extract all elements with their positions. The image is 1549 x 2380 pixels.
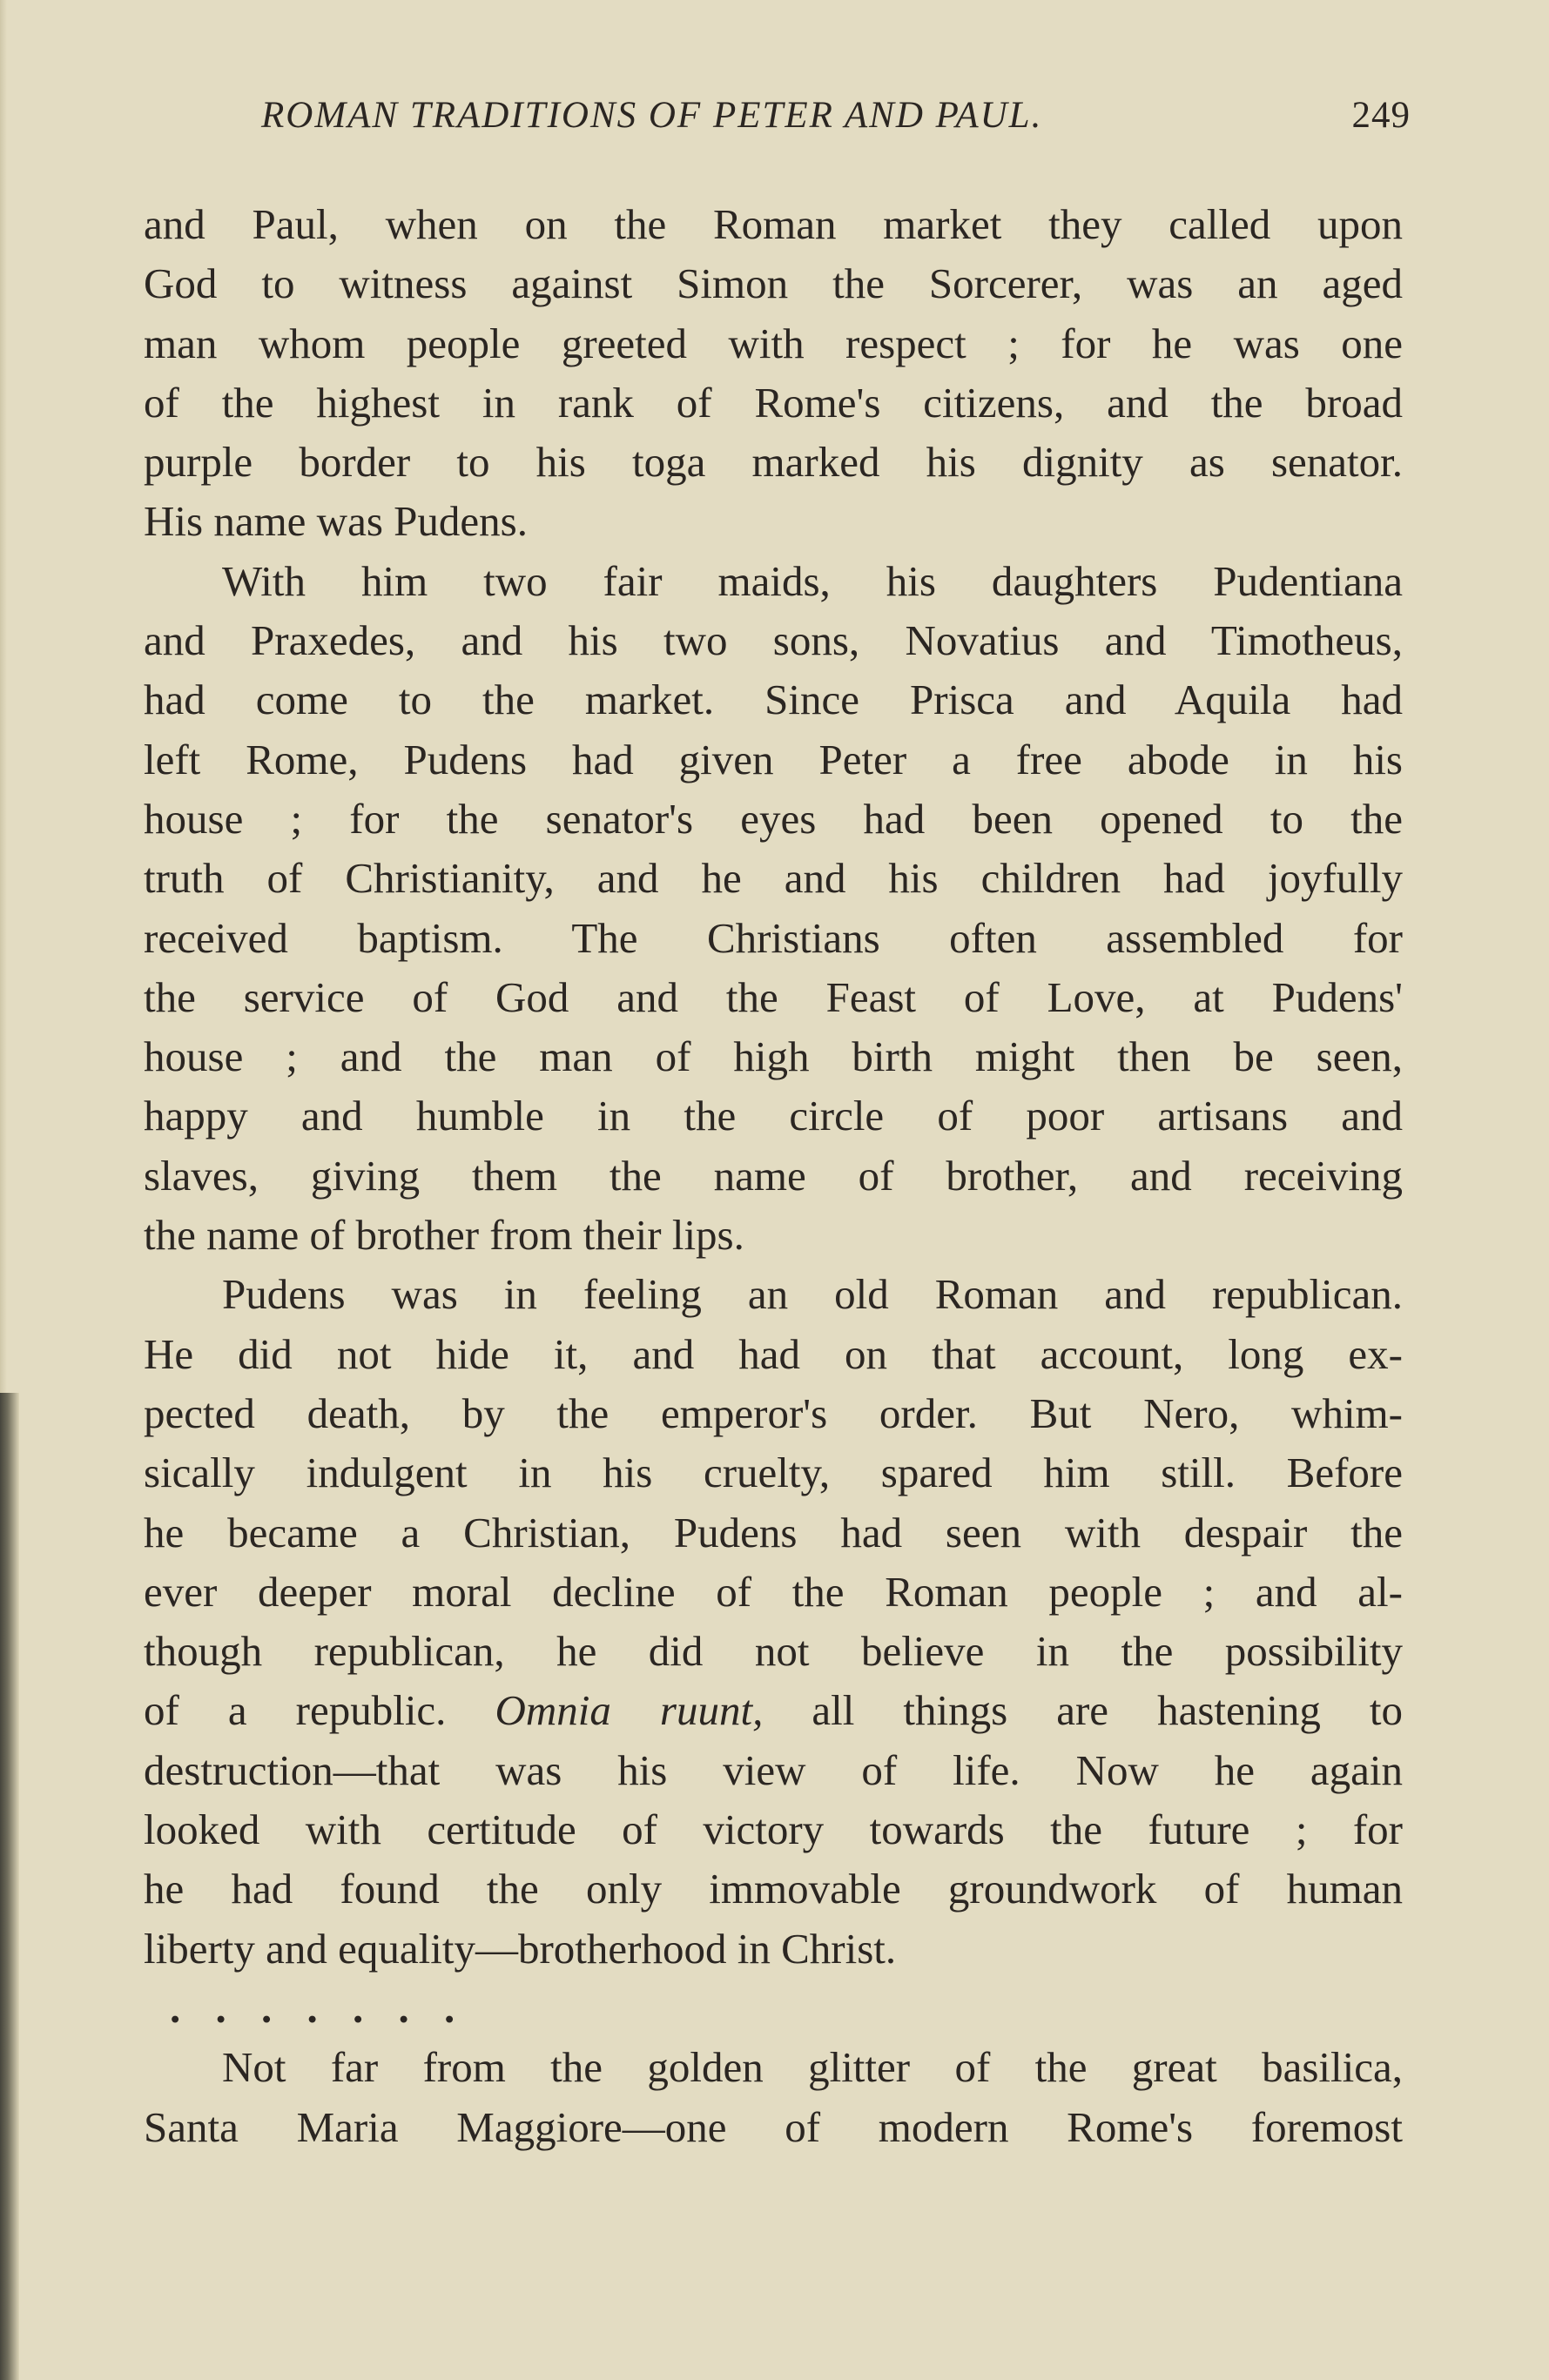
text-line: he had found the only immovable groundwork of human (144, 1865, 1403, 1913)
page-edge-shadow (0, 0, 7, 1393)
text-line: slaves, giving them the name of brother, and receiving (144, 1151, 1403, 1200)
text-line: had come to the market. Since Prisca and Aquila had (144, 676, 1403, 724)
text-line: truth of Christianity, and he and his children had joyfully (144, 854, 1403, 903)
running-header (261, 94, 1411, 146)
section-break-dots: . . . . . . . (170, 1983, 468, 2032)
text-line: and Paul, when on the Roman market they called upon (144, 200, 1403, 248)
text-line: house ; and the man of high birth might then be seen, (144, 1032, 1403, 1081)
text-line: he became a Christian, Pudens had seen with despair the (144, 1508, 1403, 1556)
text-line: God to witness against Simon the Sorcerer, was an aged (144, 259, 1403, 308)
text-line: received baptism. The Christians often assembled for (144, 913, 1403, 962)
text-line: Santa Maria Maggiore—one of modern Rome's foremost (144, 2102, 1403, 2151)
text-line: happy and humble in the circle of poor artisans and (144, 1092, 1403, 1140)
text-line: Pudens was in feeling an old Roman and republican. (222, 1270, 1403, 1319)
text-line: He did not hide it, and had on that account, long ex- (144, 1329, 1403, 1378)
text-line: destruction—that was his view of life. Now he again (144, 1745, 1403, 1794)
text-line: left Rome, Pudens had given Peter a free abode in his (144, 735, 1403, 783)
text-line: house ; for the senator's eyes had been opened to the (144, 794, 1403, 843)
text-line: purple border to his toga marked his dignity as senator. (144, 438, 1403, 487)
body-text (144, 195, 1403, 2157)
text-line: looked with certitude of victory towards the future ; for (144, 1805, 1403, 1854)
text-line: the service of God and the Feast of Love, at Pudens' (144, 972, 1403, 1021)
text-line: man whom people greeted with respect ; for he was one (144, 319, 1403, 367)
book-spine-shadow (0, 1393, 19, 2380)
text-span: of a republic. (144, 1686, 447, 1735)
running-title: ROMAN TRADITIONS OF PETER AND PAUL. (261, 95, 1043, 136)
text-line: and Praxedes, and his two sons, Novatius and Timotheus, (144, 616, 1403, 665)
text-line: pected death, by the emperor's order. But Nero, whim- (144, 1388, 1403, 1437)
text-line: His name was Pudens. (144, 497, 528, 546)
text-line: ever deeper moral decline of the Roman people ; and al- (144, 1567, 1403, 1616)
text-line: though republican, he did not believe in the possibility (144, 1627, 1403, 1676)
text-line: the name of brother from their lips. (144, 1211, 744, 1260)
text-line: With him two fair maids, his daughters Pudentiana (222, 556, 1403, 605)
text-line-with-italic (144, 1681, 1403, 1740)
page-number: 249 (1351, 95, 1411, 136)
text-line: liberty and equality—brotherhood in Christ. (144, 1924, 897, 1973)
text-line: of the highest in rank of Rome's citizens, and the broad (144, 378, 1403, 427)
text-line: Not far from the golden glitter of the great basilica, (222, 2043, 1403, 2092)
italic-latin-phrase: Omnia ruunt, (495, 1686, 764, 1735)
text-span: all things are hastening to (812, 1686, 1404, 1735)
text-line: sically indulgent in his cruelty, spared him still. Before (144, 1449, 1403, 1497)
